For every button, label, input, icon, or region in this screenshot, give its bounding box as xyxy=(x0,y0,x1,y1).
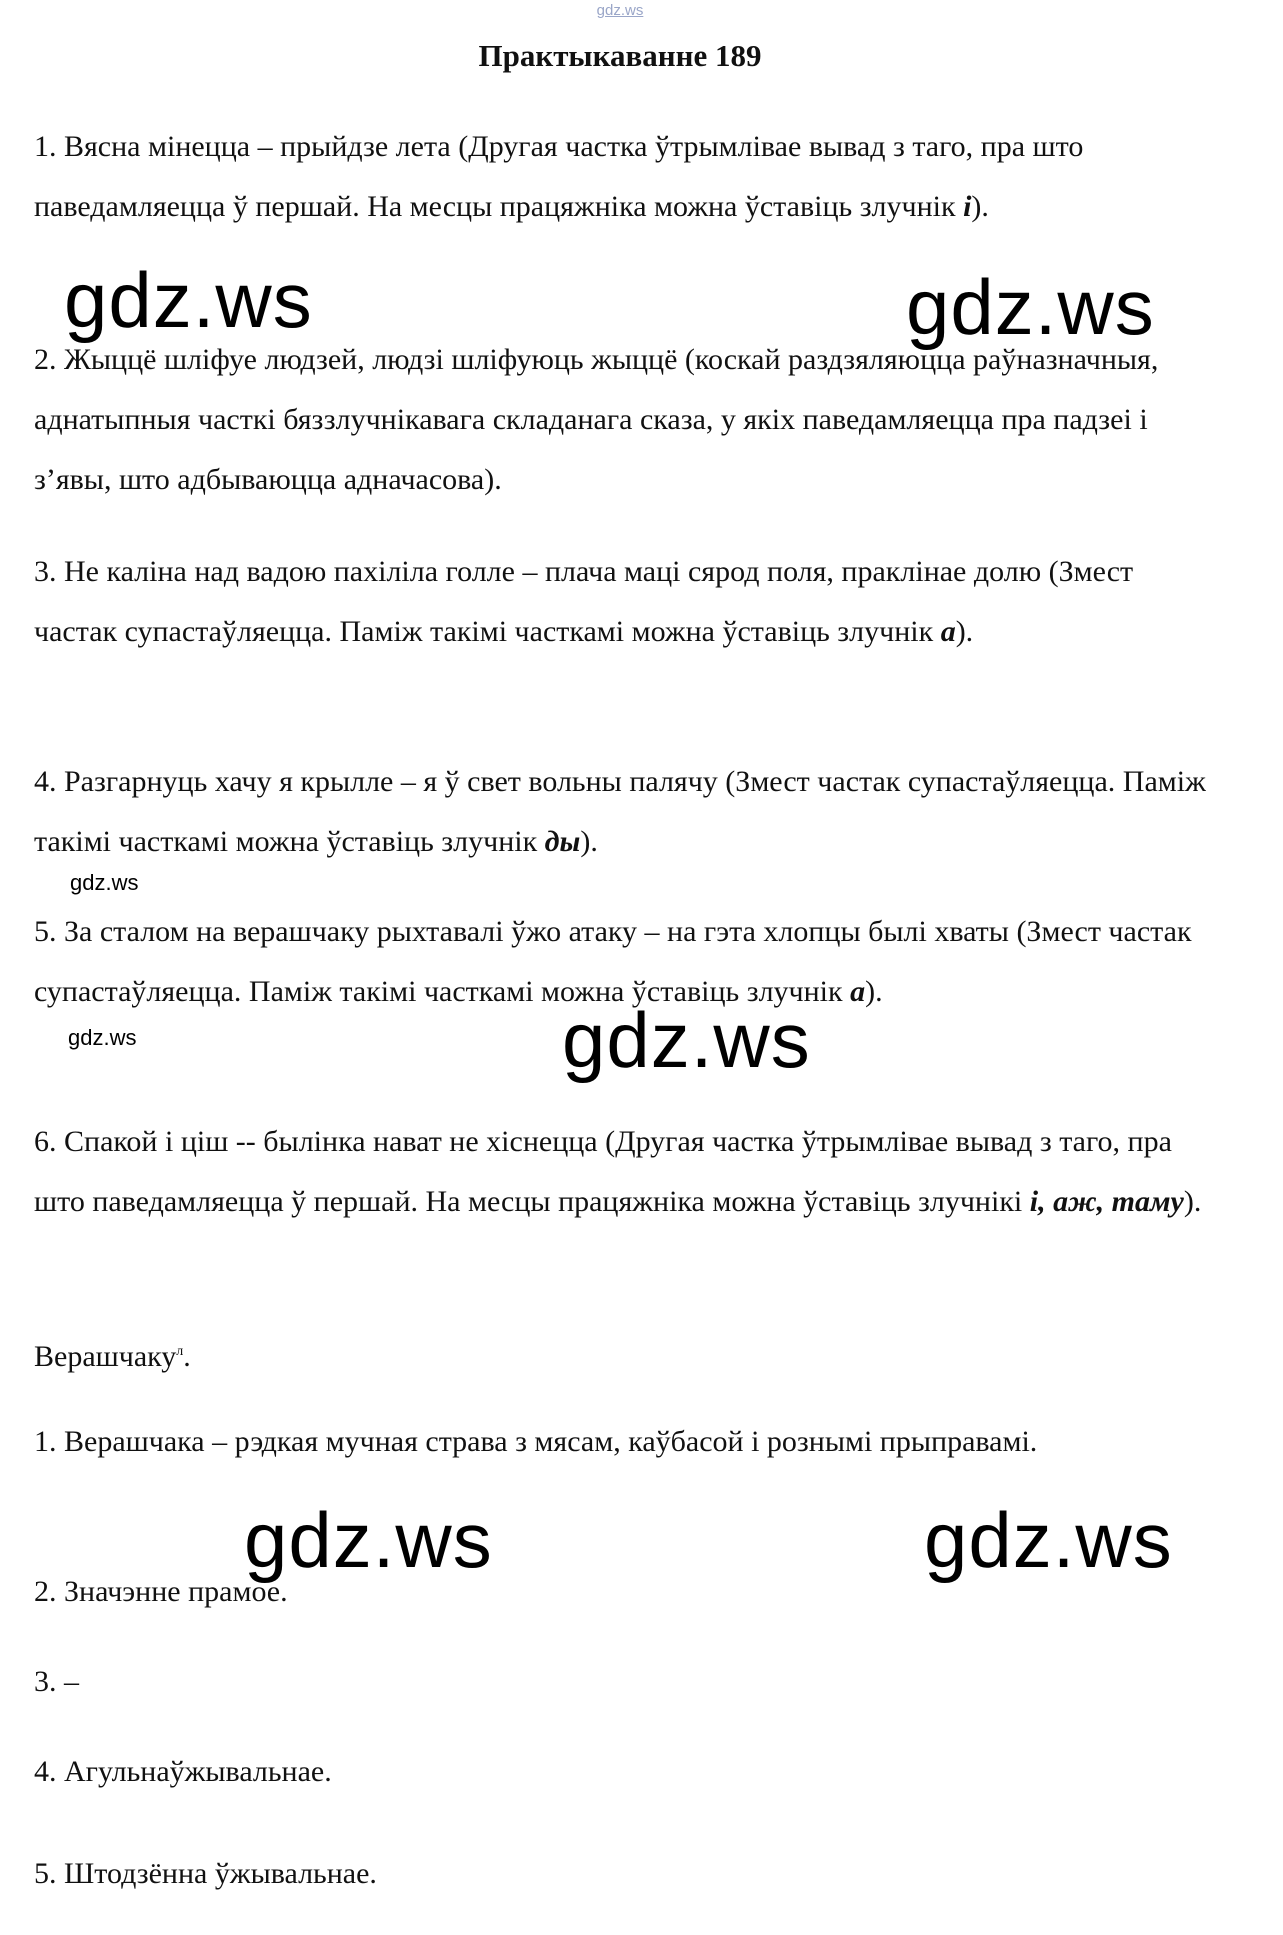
top-watermark-link: gdz.ws xyxy=(596,2,644,19)
word-item-1: 1. Верашчака – рэдкая мучная страва з мясам, каўбасой і рознымі прыправамі. xyxy=(34,1425,1038,1458)
watermark: gdz.ws xyxy=(924,1496,1173,1584)
exercise-item-1: 1. Вясна мінецца – прыйдзе лета (Другая частка ўтрымлівае вывад з таго, пра што паведамляецца ў першай. На месцы працяжніка можна ўставіць злучнік і). xyxy=(34,130,1084,223)
word-item-3: 3. – xyxy=(34,1665,79,1698)
watermark: gdz.ws xyxy=(562,996,811,1084)
word-item-5: 5. Штодзённа ўжывальнае. xyxy=(34,1857,377,1890)
watermark: gdz.ws xyxy=(244,1496,493,1584)
watermark: gdz.ws xyxy=(906,263,1155,351)
watermark: gdz.ws xyxy=(70,870,139,895)
watermark: gdz.ws xyxy=(64,256,313,344)
word-item-4: 4. Агульнаўжывальнае. xyxy=(34,1755,332,1788)
word-heading: Верашчаку$^л$. xyxy=(34,1340,191,1373)
page-title: Практыкаванне 189 xyxy=(478,38,762,73)
exercise-item-2: 2. Жыццё шліфуе людзей, людзі шліфуюць жыццё (коскай раздзяляюцца раўназначныя, аднатыпныя часткі бяззлучнікавага складанага сказа, у якіх паведамляецца пра падзеі і з’явы, што адбываюцца адначасова). xyxy=(34,343,1159,496)
exercise-item-6: 6. Спакой і ціш -- былінка нават не хіснецца (Другая частка ўтрымлівае вывад з таго, пра што паведамляецца ў першай. На месцы працяжніка можна ўставіць злучнікі і, аж, таму). xyxy=(34,1125,1202,1218)
exercise-item-5: 5. За сталом на верашчаку рыхтавалі ўжо атаку – на гэта хлопцы былі хваты (Змест частак супастаўляецца. Паміж такімі часткамі можна ўставіць злучнік а). xyxy=(34,915,1192,1008)
word-item-2: 2. Значэнне прамое. xyxy=(34,1575,288,1608)
exercise-item-3: 3. Не каліна над вадою пахіліла голле – плача маці сярод поля, праклінае долю (Змест частак супастаўляецца. Паміж такімі часткамі можна ўставіць злучнік а). xyxy=(34,555,1134,648)
watermark: gdz.ws xyxy=(68,1025,137,1050)
exercise-item-4: 4. Разгарнуць хачу я крылле – я ў свет вольны палячу (Змест частак супастаўляецца. Паміж такімі часткамі можна ўставіць злучнік ды). xyxy=(34,765,1206,858)
